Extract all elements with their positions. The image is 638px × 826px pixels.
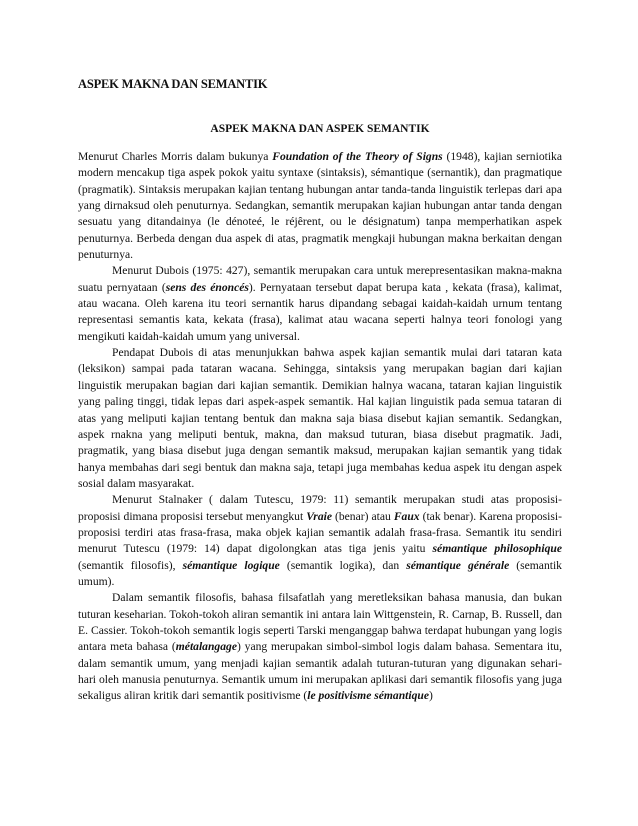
paragraph-text: Pendapat Dubois di atas menunjukkan bahwa aspek kajian semantik mulai dari tataran kata (leksikon) sampai pada tataran wacana. Sehingga, sintaksis yang merupakan bagian dari kajian linguistik merupakan bagian dari kajian semantik. Demikian halnya wacana, tataran kajian linguistik yang paling tinggi, tidak lepas dari aspek-aspek semantik. Hal kajian linguistik pada semua tataran di atas yang meliputi kajian tentang bentuk dan makna saja biasa disebut kajian semantik. Sedangkan, aspek rnakna yang meliputi bentuk, makna, dan maksud tuturan, biasa disebut pragmatik. Jadi, pragmatik, yang biasa disebut juga dengan semantik maksud, merupakan kajian semantik yang tidak hanya membahas dari segi bentuk dan makna saja, tetapi juga membahas kedua aspek itu dengan aspek sosial dalam masyarakat. <box>78 346 562 490</box>
paragraph-text: Menurut Dubois (1975: 427), semantik merupakan cara untuk merepresentasikan makna-makna suatu pernyataan ( <box>78 264 562 294</box>
paragraph-text: Dalam semantik filosofis, bahasa filsafatlah yang meretleksikan bahasa manusia, dan bukan tuturan keseharian. Tokoh-tokoh aliran semantik ini antara lain Wittgenstein, R. Carnap, B. Russell, dan E. Cassier. Tokoh-tokoh semantik logis seperti Tarski menganggap bahwa terdapat hubungan yang logis antara meta bahasa ( <box>78 591 562 654</box>
paragraph-text: (semantik umum). <box>78 558 562 588</box>
emphasized-term: sens des énoncés <box>165 280 249 294</box>
paragraph-text: Menurut Charles Morris dalam bukunya <box>78 150 273 163</box>
emphasized-term: Foundation of the Theory of Signs <box>272 150 443 163</box>
body-paragraph <box>78 590 562 704</box>
paragraph-text: (tak benar). Karena proposisi-proposisi terdiri atas frasa-frasa, maka objek kajian semantik adalah frasa-frasa. Semantik itu sendiri menurut Tutescu (1979: 14) dapat digolongkan atas tiga jenis yaitu <box>78 509 562 556</box>
document-subtitle: ASPEK MAKNA DAN ASPEK SEMANTIK <box>210 123 430 135</box>
body-paragraph <box>78 492 562 590</box>
document-title: ASPEK MAKNA DAN SEMANTIK <box>78 77 268 91</box>
paragraph-text: ) <box>429 689 433 703</box>
emphasized-term: Faux <box>393 509 420 523</box>
paragraph-text: ). Pernyataan tersebut dapat berupa kata , kekata (frasa), kalimat, atau wacana. Oleh karena itu teori sernantik harus dipandang sebagai kaidah-kaidah urnum tentang representasi semantis kata, kekata (frasa), kalimat atau wacana seperti halnya teori fonologi yang mengikuti kaidah-kaidah umum yang universal. <box>78 280 563 343</box>
paragraph-text: (semantik filosofis), <box>78 558 183 572</box>
document-body <box>78 149 562 705</box>
paragraph-text: (semantik logika), dan <box>279 558 407 572</box>
body-paragraph <box>78 149 562 263</box>
emphasized-term: Vraie <box>306 509 332 523</box>
paragraph-text: Menurut Stalnaker ( dalam Tutescu, 1979: 11) semantik merupakan studi atas proposisi-proposisi dimana proposisi tersebut menyangkut <box>78 493 562 523</box>
body-paragraph <box>78 263 562 345</box>
emphasized-term: sémantique logique <box>182 558 280 572</box>
body-paragraph <box>78 345 562 492</box>
emphasized-term: sémantique philosophique <box>432 542 562 556</box>
paragraph-text: ) yang merupakan simbol-simbol logis dalam bahasa. Sementara itu, dalam semantik umum, yang menjadi kajian semantik adalah tuturan-tuturan yang digunakan sehari-hari oleh manusia penuturnya. Semantik umum ini merupakan aplikasi dari semantik filosofis yang juga sekaligus aliran kritik dari semantik positivisme ( <box>78 640 562 703</box>
paragraph-text: (benar) atau <box>332 509 394 523</box>
emphasized-term: le positivisme sémantique <box>307 689 429 703</box>
emphasized-term: métalangage <box>175 640 237 654</box>
emphasized-term: sémantique générale <box>406 558 510 572</box>
paragraph-text: (1948), kajian serniotika modern mencakup tiga aspek pokok yaitu syntaxe (sintaksis), sémantique (sernantik), dan pragmatique (pragmatik). Sintaksis merupakan kajian tentang hubungan antar tanda-tanda linguistik terlepas dari apa yang dirnaksud oleh penuturnya. Sedangkan, semantik merupakan kajian hubungan antar tanda dengan sesuatu yang ditandainya (le dénoteé, le réjêrent, ou le désignatum) tanpa memperhatikan aspek penuturnya. Berbeda dengan dua aspek di atas, pragmatik mengkaji hubungan makna berkaitan dengan penuturnya. <box>78 150 562 262</box>
